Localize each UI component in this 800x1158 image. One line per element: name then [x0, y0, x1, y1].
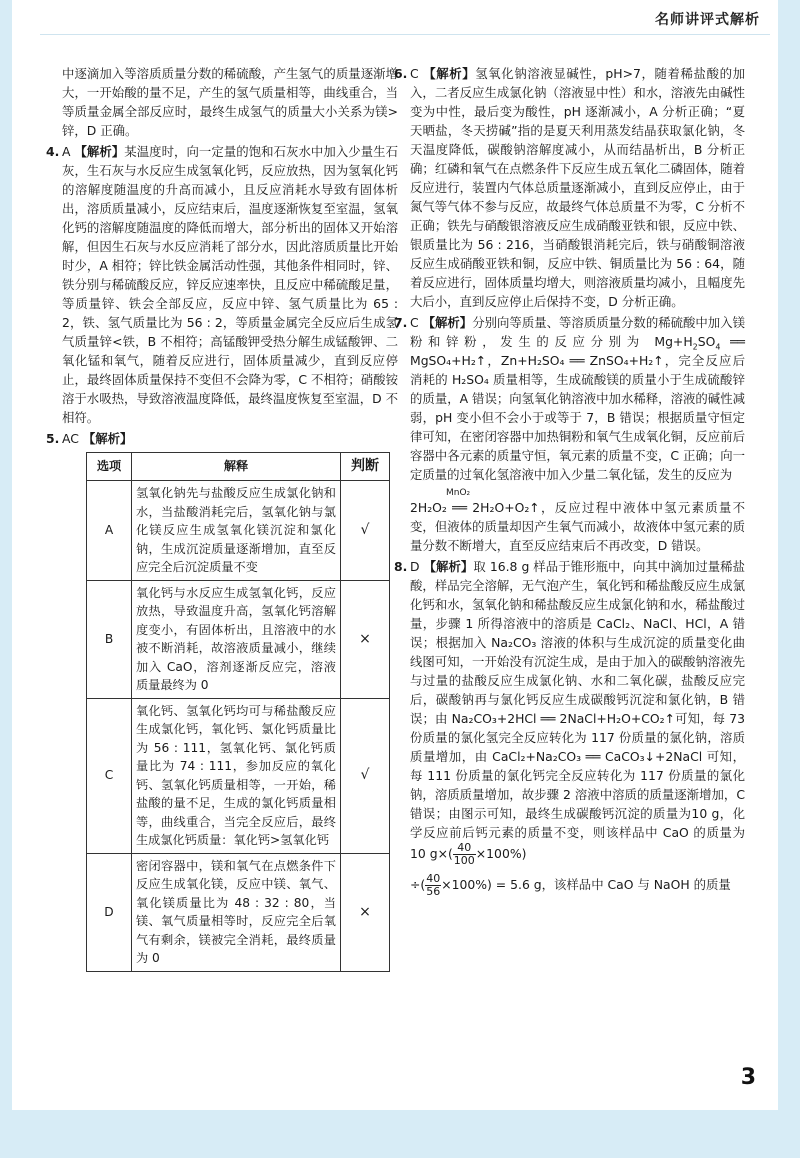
cell-option: D [87, 853, 132, 971]
fraction-ca-percent [425, 873, 441, 898]
analysis-tag: 【解析】 [74, 144, 125, 159]
right-decor-strip [778, 0, 800, 1158]
cell-option: A [87, 481, 132, 581]
answer-letter: A [62, 144, 71, 159]
answer-item-5 [46, 429, 398, 448]
answer-letter: C [410, 315, 419, 330]
page-number: 3 [740, 1065, 756, 1090]
analysis-tag: 【解析】 [423, 66, 476, 81]
item-number: 7. [394, 315, 408, 330]
cell-judgement: √ [341, 481, 390, 581]
catalyst-label: MnO₂ [446, 488, 471, 498]
fraction-denominator: 56 [426, 885, 441, 898]
table-row [87, 481, 390, 581]
left-column [46, 64, 398, 972]
column-header-option: 选项 [87, 453, 132, 481]
analysis-text-lead: ÷( [410, 877, 426, 892]
analysis-text: 取 16.8 g 样品于锥形瓶中，向其中滴加过量稀盐酸，样品完全溶解，无气泡产生，氧化钙和稀盐酸反应生成氯化钙和水，氢氧化钠和稀盐酸反应生成氯化钠和水，稀盐酸过量，步骤 1 所得溶液中的溶质是 CaCl₂、NaCl、HCl，A 错误；根据加入 Na₂CO₃ 溶液的体积与生成沉淀的质量变化曲线图可知，一开始没有沉淀生成，是由于加入的碳酸钠溶液先与过量的盐酸反应生成氯化钠、水和二氧化碳，盐酸反应完后，碳酸钠再与氯化钙反应生成碳酸钙沉淀和氯化钠，B 错误；由 Na₂CO₃+2HCl ══ 2NaCl+H₂O+CO₂↑可知，每 73 份质量的氯化氢完全反应转化为 117 份质量的氯化钠，溶质质量增加，由 CaCl₂+Na₂CO₃ ══ CaCO₃↓+2NaCl 可知，每 111 份质量的氯化钙完全反应转化为 117 份质量的氯化钠，溶质质量增加，故步骤 2 溶液中溶质的质量逐渐增加，C 错误；由图示可知，最终生成碳酸钙沉淀的质量为10 g，化学反应前后钙元素的质量不变，则该样品中 CaO 的质量为 10 g×( [410, 559, 745, 861]
fraction-numerator: 40 [426, 872, 441, 885]
analysis-tag: 【解析】 [82, 431, 133, 446]
fraction-cao-percent [453, 842, 476, 867]
table-header-row [87, 453, 390, 481]
analysis-text: 氢氧化钠溶液显碱性，pH>7，随着稀盐酸的加入，二者反应生成氯化钠（溶液显中性）和水，溶液先由碱性变为中性，最后变为酸性，pH 逐渐减小，A 分析正确；“夏天晒盐，冬天捞碱”指的是夏天利用蒸发结晶获取氯化钠，冬天温度降低，碳酸钠溶解度减小，从而结晶析出，B 分析正确；红磷和氧气在点燃条件下反应生成五氧化二磷固体，随着反应进行，装置内气体总质量逐渐减小，直到反应停止，由于氮气等气体不参与反应，故最终气体总质量不为零，C 分析不正确；铁先与硝酸银溶液反应生成硝酸亚铁和银，反应中铁、银质量比为 56 : 216，当硝酸银消耗完后，铁与硝酸铜溶液反应生成硝酸亚铁和铜，反应中铁、铜质量比为 56 : 64，随着反应进行，固体质量均增大，则溶液质量均减小，且幅度先大后小，直到反应停止后保持不变，D 分析正确。 [410, 66, 745, 309]
header-divider [40, 34, 770, 35]
header-title: 名师讲评式解析 [655, 12, 760, 28]
column-header-judgement: 判断 [341, 453, 390, 481]
answer-item-7: 7. C 【解析】分别向等质量、等溶质质量分数的稀硫酸中加入镁粉和锌粉，发生的反应分别为 $Mg+H_2SO_4$ ══ MgSO₄+H₂↑，Zn+H₂SO₄ ══ ZnSO₄+H₂↑，完全反应后消耗的 H₂SO₄ 质量相等，生成硫酸镁的质量小于生成硫酸锌的质量，A 错误；向氢氧化钠溶液中加水稀释，溶液的碱性减弱，pH 变小但不会小于或等于 7，B 错误；根据质量守恒定律可知，在密闭容器中加热铜粉和氧气生成氧化铜，反应前后容器中各元素的质量守恒，氧元素的质量不变，C 正确；向一定质量的过氧化氢溶液中加入少量二氧化锰，发生的反应为 MnO₂ 2H₂O₂ ══ 2H₂O+O₂↑，反应过程中液体中氢元素质量不变，但液体的质量却因产生氧气而减小，故液体中氢元素的质量分数不断增大，直至反应结束后不再改变，D 错误。 [394, 315, 746, 553]
analysis-text: 某温度时，向一定量的饱和石灰水中加入少量生石灰，生石灰与水反应生成氢氧化钙，反应放热，因为氢氧化钙的溶解度随温度的升高而减小，且反应消耗水导致有固体析出，溶质质量减小，反应结束后，温度逐渐恢复至室温，氢氧化钙的溶解度随温度的降低而增大，部分析出的固体又开始溶解，但因生石灰与水反应消耗了部分水，因此溶质质量比开始时少，A 相符；锌比铁金属活动性强，其他条件相同时，锌、铁分别与稀硫酸反应，锌反应速率快，且反应中稀硫酸足量，等质量锌、铁会全部反应，反应中锌、氢气质量比为 65 : 2，铁、氢气质量比为 56 : 2，等质量金属完全反应后生成氢气质量锌<铁，B 不相符；高锰酸钾受热分解生成锰酸钾、二氧化锰和氧气，随着反应进行，固体质量减少，直到反应停止，最终固体质量保持不变但不会降为零，C 不相符；硝酸铵溶于水吸热，导致溶液温度降低，最终温度恢复至室温，D 不相符。 [62, 144, 398, 425]
analysis-tag: 【解析】 [423, 559, 474, 574]
cell-explanation: 氧化钙与水反应生成氢氧化钙，反应放热，导致温度升高，氢氧化钙溶解度变小，有固体析出，且溶液中的水被不断消耗，故溶液质量减小，继续加入 CaO，溶剂逐渐反应完，溶液质量最终为 0 [132, 580, 341, 698]
fraction-numerator: 40 [453, 842, 476, 855]
table-row [87, 853, 390, 971]
cell-judgement: √ [341, 698, 390, 853]
answer-item-4 [46, 142, 398, 427]
table-row [87, 580, 390, 698]
answer-letter: AC [62, 431, 79, 446]
analysis-text-equations: ══ MgSO₄+H₂↑，Zn+H₂SO₄ ══ ZnSO₄+H₂↑，完全反应后消耗的 H₂SO₄ 质量相等，生成硫酸镁的质量小于生成硫酸锌的质量，A 错误；向氢氧化钠溶液中加水稀释，溶液的碱性减弱，pH 变小但不会小于或等于 7，B 错误；根据质量守恒定律可知，在密闭容器中加热铜粉和氧气生成氧化铜，反应前后容器中各元素的质量守恒，氧元素的质量不变，C 正确；向一定质量的过氧化氢溶液中加入少量二氧化锰，发生的反应为 [410, 334, 745, 482]
left-decor-strip [0, 0, 12, 1158]
bottom-decor-band [0, 1110, 800, 1158]
column-header-explanation: 解释 [132, 453, 341, 481]
item-number: 4. [46, 144, 60, 159]
right-column [394, 64, 746, 898]
answer-letter: C [410, 66, 419, 81]
cell-judgement: × [341, 853, 390, 971]
item-number: 5. [46, 431, 60, 446]
explanation-table [86, 452, 390, 972]
analysis-text: 分别向等质量、等溶质质量分数的稀硫酸中加入镁粉和锌粉，发生的反应分别为 Mg+H [410, 315, 746, 349]
cell-explanation: 密闭容器中，镁和氧气在点燃条件下反应生成氧化镁，反应中镁、氧气、氧化镁质量比为 48 : 32 : 80，当镁、氧气质量相等时，反应完全后氧气有剩余，镁被完全消耗，最终质量为 0 [132, 853, 341, 971]
analysis-text-end: 2H₂O₂ ══ 2H₂O+O₂↑，反应过程中液体中氢元素质量不变，但液体的质量却因产生氧气而减小，故液体中氢元素的质量分数不断增大，直至反应结束后不再改变，D 错误。 [410, 500, 745, 553]
table-row [87, 698, 390, 853]
fraction-denominator: 100 [453, 854, 475, 867]
analysis-text-tail: ×100%) = 5.6 g，该样品中 CaO 与 NaOH 的质量 [441, 877, 731, 892]
analysis-text-mid: ×100%) [475, 846, 527, 861]
answer-letter: D [410, 559, 420, 574]
answer-item-8 [394, 557, 745, 898]
cell-option: B [87, 580, 132, 698]
cell-option: C [87, 698, 132, 853]
cell-explanation: 氢氧化钠先与盐酸反应生成氯化钠和水，当盐酸消耗完后，氢氧化钠与氯化镁反应生成氢氧化镁沉淀和氯化钠，生成沉淀质量逐渐增加，直至反应完全后沉淀质量不变 [132, 481, 341, 581]
analysis-tag: 【解析】 [422, 315, 473, 330]
cell-judgement: × [341, 580, 390, 698]
final-line [410, 873, 745, 898]
item-number: 6. [394, 66, 408, 81]
item-number: 8. [394, 559, 408, 574]
cell-explanation: 氧化钙、氢氧化钙均可与稀盐酸反应生成氯化钙，氧化钙、氯化钙质量比为 56 : 111，氢氧化钙、氯化钙质量比为 74 : 111，参加反应的氧化钙、氢氧化钙质量相等，一开始，稀盐酸的量不足，生成的氯化钙质量相等，曲线重合，当完全反应后，最终生成氯化钙质量：氧化钙>氢氧化钙 [132, 698, 341, 853]
paragraph-continued: 中逐滴加入等溶质质量分数的稀硫酸，产生氢气的质量逐渐增大，一开始酸的量不足，产生的氢气质量相等，曲线重合，当等质量金属全部反应时，最终生成氢气的质量大小关系为镁>锌，D 正确。 [62, 66, 398, 138]
answer-item-6 [394, 64, 745, 311]
